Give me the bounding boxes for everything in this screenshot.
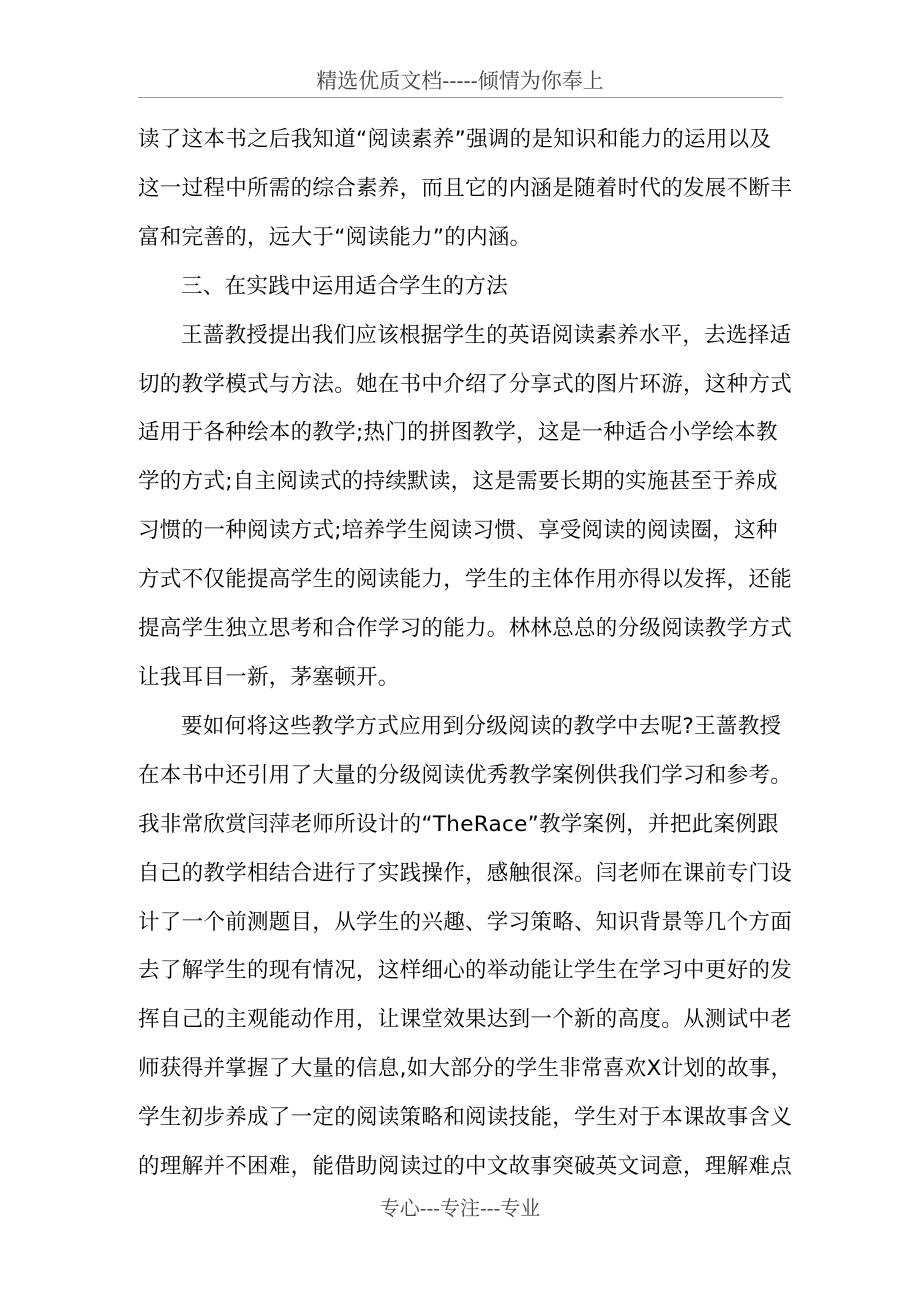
text-line: 让我耳目一新，茅塞顿开。 <box>138 664 400 690</box>
text-line: 这一过程中所需的综合素养，而且它的内涵是随着时代的发展不断丰 <box>138 175 793 201</box>
text-line: 自己的教学相结合进行了实践操作，感触很深。闫老师在课前专门设 <box>138 860 793 886</box>
text-line: 切的教学模式与方法。她在书中介绍了分享式的图片环游，这种方式 <box>138 371 793 397</box>
text-line: 我非常欣赏闫萍老师所设计的“TheRace”教学案例，并把此案例跟 <box>138 811 779 837</box>
document-body <box>138 116 793 1192</box>
paragraph-case-study <box>138 703 793 1192</box>
page-header: 精选优质文档-----倾情为你奉上 <box>316 69 604 93</box>
text-line: 王蔷教授提出我们应该根据学生的英语阅读素养水平，去选择适 <box>181 322 792 348</box>
text-line: 习惯的一种阅读方式;培养学生阅读习惯、享受阅读的阅读圈，这种 <box>138 518 778 544</box>
text-line: 要如何将这些教学方式应用到分级阅读的教学中去呢?王蔷教授 <box>181 713 782 739</box>
text-line: 方式不仅能提高学生的阅读能力，学生的主体作用亦得以发挥，还能 <box>138 567 793 593</box>
text-line: 读了这本书之后我知道“阅读素养”强调的是知识和能力的运用以及 <box>138 127 772 152</box>
text-line: 在本书中还引用了大量的分级阅读优秀教学案例供我们学习和参考。 <box>138 762 793 788</box>
page-footer: 专心---专注---专业 <box>379 1196 541 1220</box>
text-line: 适用于各种绘本的教学;热门的拼图教学，这是一种适合小学绘本教 <box>138 420 778 446</box>
text-line: 富和完善的，远大于“阅读能力”的内涵。 <box>138 224 532 250</box>
text-line: 的理解并不困难，能借助阅读过的中文故事突破英文词意，理解难点 <box>138 1154 793 1180</box>
heading-text: 三、在实践中运用适合学生的方法 <box>181 273 509 299</box>
section-heading <box>138 263 783 312</box>
text-line: 师获得并掌握了大量的信息,如大部分的学生非常喜欢X计划的故事， <box>138 1056 793 1082</box>
text-line: 挥自己的主观能动作用，让课堂效果达到一个新的高度。从测试中老 <box>138 1007 793 1033</box>
text-line: 去了解学生的现有情况，这样细心的举动能让学生在学习中更好的发 <box>138 958 793 984</box>
text-line: 计了一个前测题目，从学生的兴趣、学习策略、知识背景等几个方面 <box>138 909 793 935</box>
text-line: 学生初步养成了一定的阅读策略和阅读技能，学生对于本课故事含义 <box>138 1105 793 1131</box>
text-line: 提高学生独立思考和合作学习的能力。林林总总的分级阅读教学方式 <box>138 616 793 642</box>
text-line: 学的方式;自主阅读式的持续默读，这是需要长期的实施甚至于养成 <box>138 469 778 495</box>
header-divider <box>138 97 783 98</box>
paragraph-teaching-methods <box>138 312 793 703</box>
paragraph-reading-literacy <box>138 116 793 263</box>
